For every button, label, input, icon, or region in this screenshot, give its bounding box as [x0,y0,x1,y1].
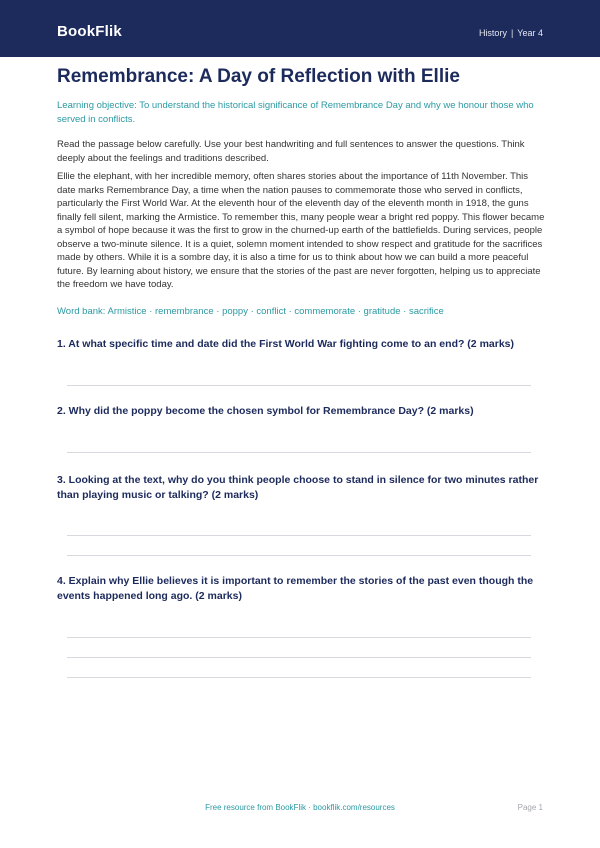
answer-line[interactable] [67,452,531,453]
breadcrumb-separator: | [510,28,514,38]
page-footer [0,802,600,816]
brand-logo[interactable]: BookFlik [57,23,122,40]
learning-objective: Learning objective: To understand the historical significance of Remembrance Day and why we honour those who served in conflicts. [57,100,534,125]
question-1: 1. At what specific time and date did the First World War fighting come to an end? (2 marks) [57,338,515,350]
subject-breadcrumb [479,26,543,40]
page-number: Page 1 [517,803,543,812]
instructions: Read the passage below carefully. Use your best handwriting and full sentences to answer the questions. Think deeply about the feelings and traditions described. [57,139,525,164]
word-bank: Word bank: Armistice · remembrance · poppy · conflict · commemorate · gratitude · sacrifice [57,306,444,317]
answer-line[interactable] [67,637,531,638]
footer-resource-link[interactable]: Free resource from BookFlik · bookflik.com/resources [205,803,395,812]
answer-line[interactable] [67,657,531,658]
subject-label: History [478,28,507,38]
reading-passage: Ellie the elephant, with her incredible memory, often shares stories about the importance of 11th November. This date marks Remembrance Day, a time when the nation pauses to commemorate those who served in conflicts, particularly the First World War. At the eleventh hour of the eleventh day of the eleventh month in 1918, the guns finally fell silent, marking the Armistice. To remember this, many people wear a bright red poppy. This flower became a symbol of hope because it was the first to grow in the churned-up earth of the battlefields. During services, people observe a two-minute silence. It is a quiet, solemn moment intended to show respect and gratitude for the sacrifices made by others. While it is a sombre day, it is also a time for us to think about how we can build a more peaceful future. By learning about history, we ensure that the stories of the past are never forgotten, helping us to appreciate the freedom we have today. [57,171,545,290]
answer-line[interactable] [67,385,531,386]
answer-line[interactable] [67,535,531,536]
page-title: Remembrance: A Day of Reflection with Ellie [57,66,460,87]
question-3: 3. Looking at the text, why do you think people choose to stand in silence for two minutes rather than playing music or talking? (2 marks) [57,474,539,501]
year-label: Year 4 [517,28,543,38]
question-2: 2. Why did the poppy become the chosen symbol for Remembrance Day? (2 marks) [57,405,474,417]
question-4: 4. Explain why Ellie believes it is important to remember the stories of the past even though the events happened long ago. (2 marks) [57,575,534,602]
page-header [0,0,600,57]
answer-line[interactable] [67,555,531,556]
answer-line[interactable] [67,677,531,678]
